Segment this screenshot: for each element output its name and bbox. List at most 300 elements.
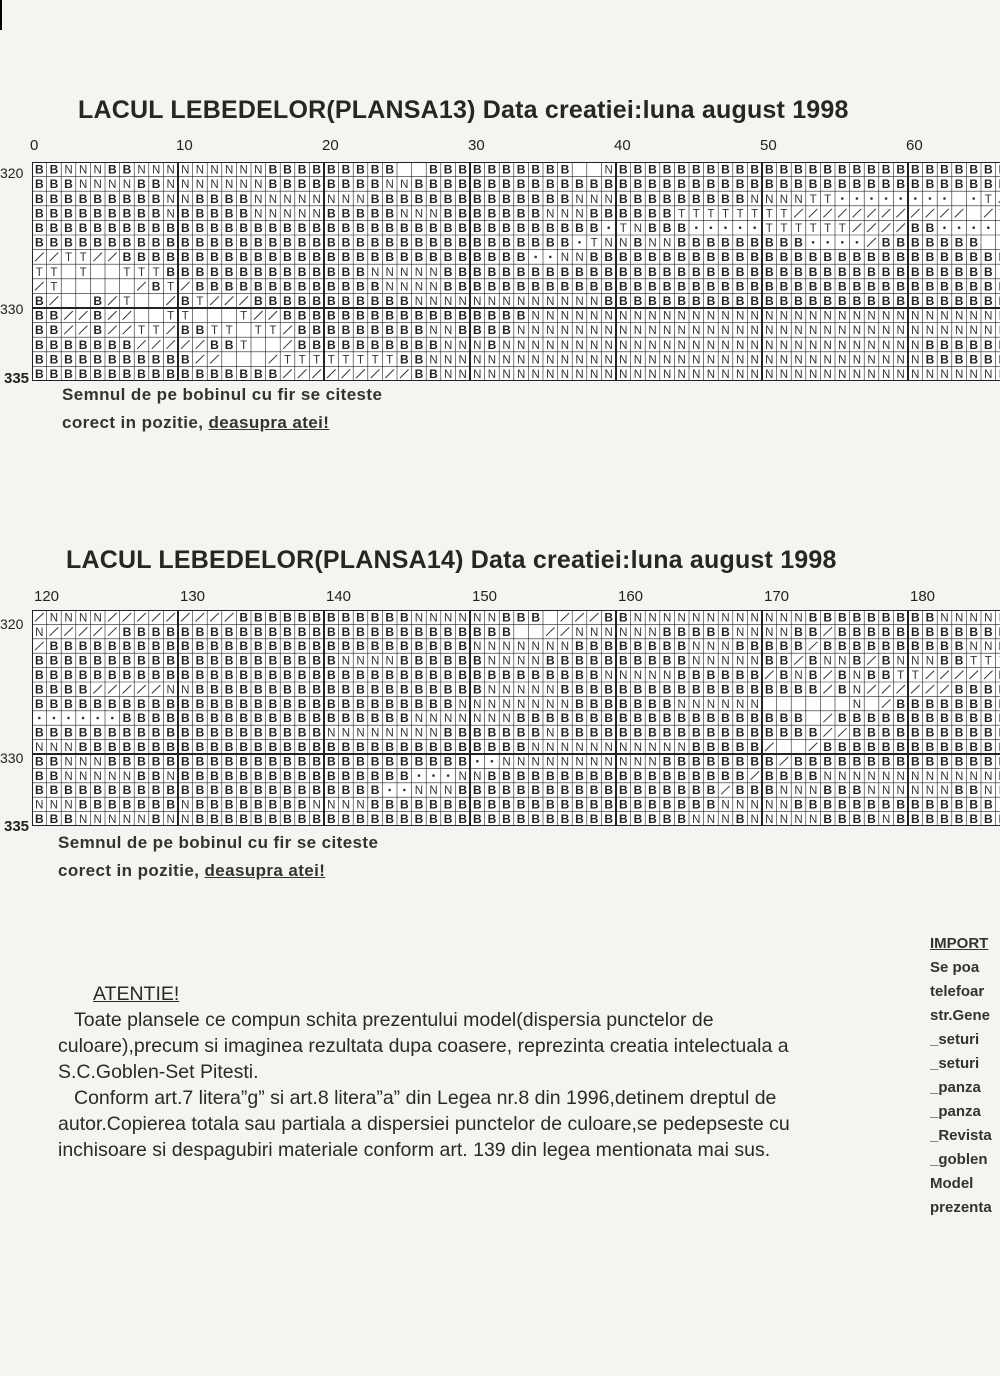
stitch-symbol: N — [385, 179, 394, 192]
stitch-symbol: B — [224, 725, 234, 740]
stitch-symbol: B — [93, 367, 103, 381]
stitch-symbol: B — [589, 725, 599, 740]
stitch-symbol: B — [691, 682, 701, 697]
stitch-symbol: B — [180, 323, 190, 338]
stitch-symbol: B — [487, 191, 497, 206]
stitch-symbol: B — [399, 653, 409, 668]
stitch-symbol — [955, 671, 964, 679]
stitch-symbol: N — [429, 296, 438, 308]
stitch-symbol: B — [925, 250, 935, 265]
stitch-symbol: B — [253, 250, 263, 265]
stitch-symbol: N — [429, 612, 438, 625]
stitch-symbol: B — [429, 367, 438, 381]
stitch-symbol: B — [399, 639, 409, 654]
stitch-symbol: B — [122, 783, 132, 798]
stitch-symbol: B — [356, 235, 365, 250]
stitch-symbol: N — [531, 339, 540, 352]
stitch-symbol: N — [633, 742, 643, 754]
stitch-symbol: B — [195, 323, 205, 338]
stitch-symbol: B — [107, 740, 117, 754]
plate14-col-label: 120 — [34, 588, 60, 605]
stitch-symbol: N — [648, 310, 657, 323]
stitch-symbol: B — [910, 696, 920, 711]
stitch-symbol: B — [283, 711, 292, 726]
stitch-symbol: B — [399, 768, 409, 783]
stitch-symbol: B — [545, 191, 555, 206]
stitch-symbol: N — [560, 354, 570, 367]
stitch-symbol: B — [210, 337, 219, 352]
stitch-symbol: N — [443, 354, 453, 367]
stitch-symbol: N — [648, 670, 657, 682]
stitch-symbol: B — [78, 653, 88, 668]
stitch-symbol: T — [50, 266, 58, 279]
stitch-symbol: B — [662, 624, 672, 639]
stitch-symbol: B — [545, 797, 555, 812]
stitch-symbol: B — [925, 337, 935, 352]
stitch-symbol: B — [370, 797, 380, 812]
stitch-symbol: B — [443, 206, 453, 221]
stitch-symbol: N — [356, 655, 365, 668]
stitch-symbol: B — [443, 668, 453, 682]
stitch-symbol: B — [458, 162, 468, 177]
stitch-symbol: B — [852, 711, 862, 726]
stitch-symbol: B — [239, 768, 249, 783]
stitch-symbol: B — [531, 221, 541, 235]
sidebar-line: prezenta — [930, 1199, 992, 1216]
stitch-symbol: B — [93, 191, 103, 206]
stitch-symbol: B — [954, 725, 964, 740]
stitch-symbol: B — [472, 177, 482, 192]
stitch-symbol: B — [34, 206, 44, 221]
stitch-symbol: B — [867, 177, 876, 192]
stitch-symbol: B — [779, 768, 789, 783]
stitch-symbol — [561, 627, 570, 635]
stitch-symbol: B — [735, 177, 745, 192]
stitch-symbol: N — [692, 310, 701, 323]
stitch-symbol: B — [312, 162, 322, 177]
stitch-symbol: B — [881, 235, 891, 250]
stitch-symbol — [64, 627, 73, 635]
stitch-symbol: B — [151, 711, 161, 726]
stitch-symbol: B — [195, 206, 205, 221]
stitch-symbol: B — [604, 294, 614, 308]
stitch-symbol: B — [589, 221, 599, 235]
stitch-symbol: B — [414, 191, 424, 206]
stitch-symbol: N — [633, 612, 643, 625]
stitch-symbol: B — [648, 250, 657, 265]
stitch-symbol: T — [225, 325, 233, 338]
stitch-symbol: B — [414, 235, 424, 250]
stitch-symbol: B — [969, 725, 979, 740]
stitch-symbol: B — [283, 740, 292, 754]
stitch-symbol: T — [356, 354, 365, 367]
stitch-symbol: B — [940, 235, 949, 250]
stitch-symbol: N — [224, 164, 234, 177]
stitch-symbol: B — [268, 250, 278, 265]
stitch-symbol: B — [589, 812, 599, 826]
stitch-symbol: B — [750, 264, 760, 279]
stitch-symbol: B — [472, 221, 482, 235]
stitch-symbol: B — [283, 308, 292, 323]
stitch-symbol: B — [414, 668, 424, 682]
stitch-symbol: T — [824, 223, 832, 235]
stitch-symbol: N — [516, 296, 526, 308]
stitch-symbol: B — [326, 264, 336, 279]
stitch-symbol: B — [151, 768, 161, 783]
stitch-symbol: N — [531, 369, 540, 381]
stitch-symbol: B — [283, 768, 292, 783]
stitch-symbol: T — [897, 670, 905, 682]
stitch-symbol: N — [765, 339, 774, 352]
stitch-symbol: B — [764, 768, 774, 783]
stitch-symbol: N — [575, 626, 584, 639]
stitch-symbol: B — [837, 754, 847, 769]
stitch-symbol: N — [911, 325, 920, 338]
stitch-symbol: B — [575, 711, 584, 726]
stitch-symbol: B — [487, 624, 497, 639]
stitch-symbol: N — [531, 742, 540, 754]
stitch-symbol: B — [560, 797, 570, 812]
stitch-symbol: B — [326, 711, 336, 726]
stitch-symbol: B — [356, 624, 365, 639]
stitch-symbol: B — [180, 668, 190, 682]
stitch-symbol: B — [312, 768, 322, 783]
stitch-symbol: B — [283, 668, 292, 682]
stitch-symbol: B — [195, 624, 205, 639]
stitch-symbol: B — [122, 367, 132, 381]
stitch-symbol: B — [823, 797, 833, 812]
stitch-symbol: B — [210, 624, 219, 639]
stitch-symbol: B — [224, 768, 234, 783]
stitch-symbol: B — [341, 235, 351, 250]
stitch-symbol: N — [648, 626, 657, 639]
stitch-symbol: B — [370, 740, 380, 754]
stitch-symbol — [400, 369, 409, 378]
stitch-symbol: N — [765, 310, 774, 323]
stitch-symbol: B — [429, 696, 438, 711]
stitch-symbol: N — [750, 339, 759, 352]
stitch-symbol: T — [64, 252, 73, 265]
stitch-symbol: B — [531, 725, 541, 740]
stitch-symbol: B — [356, 323, 365, 338]
stitch-symbol: B — [122, 696, 132, 711]
stitch-symbol: T — [721, 208, 730, 221]
stitch-symbol: N — [93, 612, 102, 625]
stitch-symbol: B — [49, 235, 59, 250]
stitch-symbol — [108, 253, 117, 262]
stitch-symbol: B — [910, 250, 920, 265]
stitch-symbol: N — [575, 369, 584, 381]
stitch-symbol: N — [546, 208, 555, 221]
stitch-symbol: B — [34, 754, 44, 769]
stitch-symbol: B — [151, 191, 161, 206]
stitch-symbol: B — [648, 711, 657, 726]
stitch-symbol: B — [283, 264, 292, 279]
stitch-symbol — [899, 197, 902, 200]
stitch-symbol: B — [385, 206, 395, 221]
stitch-symbol — [809, 209, 818, 218]
stitch-symbol: B — [429, 740, 438, 754]
stitch-symbol: B — [794, 624, 803, 639]
stitch-symbol: N — [181, 164, 190, 177]
stitch-symbol: B — [925, 221, 935, 235]
stitch-symbol: N — [838, 770, 847, 783]
stitch-symbol: B — [414, 754, 424, 769]
stitch-symbol: B — [341, 323, 351, 338]
stitch-symbol — [882, 209, 891, 218]
stitch-symbol: B — [370, 337, 380, 352]
stitch-symbol: B — [93, 696, 103, 711]
stitch-symbol: B — [356, 308, 365, 323]
stitch-symbol — [166, 326, 175, 335]
stitch-symbol: B — [356, 682, 365, 697]
stitch-symbol: N — [940, 310, 949, 323]
stitch-symbol: B — [268, 610, 278, 625]
stitch-symbol: B — [283, 162, 292, 177]
stitch-symbol: N — [896, 339, 905, 352]
stitch-symbol: N — [940, 325, 949, 338]
stitch-symbol: B — [604, 250, 614, 265]
stitch-symbol: B — [414, 740, 424, 754]
stitch-symbol: N — [838, 655, 847, 668]
stitch-symbol: B — [940, 797, 949, 812]
stitch-symbol: B — [925, 725, 935, 740]
stitch-symbol: B — [166, 264, 176, 279]
stitch-symbol: B — [852, 294, 862, 308]
stitch-symbol: B — [399, 235, 409, 250]
stitch-symbol: B — [969, 754, 979, 769]
notice-paragraph-1: Toate plansele ce compun schita prezentului model(dispersia punctelor de culoare),precum si imaginea rezultata dupa coasere, reprezinta creatia intelectuala a S.C.Goblen-Set Pitesti. — [58, 1009, 789, 1083]
stitch-symbol: B — [706, 711, 716, 726]
stitch-symbol: B — [180, 352, 190, 367]
stitch-symbol: B — [969, 162, 979, 177]
plate13-col-label: 50 — [760, 137, 777, 154]
plate14-note-line1: Semnul de pe bobinul cu fir se citeste — [58, 833, 379, 852]
stitch-symbol: B — [910, 279, 920, 294]
stitch-symbol: B — [954, 812, 964, 826]
stitch-symbol: B — [560, 711, 570, 726]
stitch-symbol: B — [239, 221, 249, 235]
stitch-symbol: N — [662, 310, 672, 323]
stitch-symbol: B — [385, 337, 395, 352]
stitch-symbol: B — [239, 711, 249, 726]
stitch-symbol: N — [78, 756, 88, 769]
stitch-symbol: B — [297, 264, 307, 279]
stitch-symbol: B — [852, 177, 862, 192]
stitch-symbol: N — [984, 310, 993, 323]
stitch-symbol: N — [765, 193, 774, 206]
stitch-symbol: B — [750, 235, 760, 250]
stitch-symbol: B — [341, 206, 351, 221]
stitch-symbol: B — [356, 610, 365, 625]
stitch-symbol: N — [852, 698, 862, 711]
stitch-symbol: N — [838, 369, 847, 381]
stitch-symbol: B — [341, 754, 351, 769]
stitch-symbol: B — [575, 725, 584, 740]
stitch-symbol: B — [137, 191, 146, 206]
stitch-symbol: B — [472, 264, 482, 279]
stitch-symbol: N — [721, 339, 730, 352]
stitch-symbol: B — [983, 812, 993, 826]
stitch-symbol: N — [823, 354, 832, 367]
stitch-symbol — [896, 209, 905, 218]
stitch-symbol: B — [297, 783, 307, 798]
stitch-symbol: B — [618, 783, 628, 798]
stitch-symbol: B — [633, 797, 643, 812]
stitch-symbol: B — [312, 624, 322, 639]
stitch-symbol: B — [297, 797, 307, 812]
stitch-symbol: B — [662, 797, 672, 812]
stitch-symbol: B — [385, 294, 395, 308]
stitch-symbol: B — [283, 279, 292, 294]
stitch-symbol: B — [983, 250, 993, 265]
stitch-symbol: B — [896, 610, 906, 625]
stitch-symbol: B — [458, 740, 468, 754]
stitch-symbol: N — [473, 369, 482, 381]
stitch-symbol: T — [240, 339, 248, 352]
stitch-symbol: B — [122, 754, 132, 769]
stitch-symbol: B — [443, 812, 453, 826]
stitch-symbol: N — [721, 354, 730, 367]
stitch-symbol: N — [195, 164, 205, 177]
stitch-symbol: N — [925, 770, 935, 783]
stitch-symbol: N — [779, 799, 789, 812]
stitch-symbol: N — [283, 208, 292, 221]
stitch-symbol: N — [706, 310, 716, 323]
stitch-symbol: B — [443, 177, 453, 192]
stitch-symbol: N — [808, 354, 818, 367]
stitch-symbol: B — [312, 279, 322, 294]
stitch-symbol: B — [633, 162, 643, 177]
stitch-symbol: B — [954, 682, 964, 697]
stitch-symbol: B — [224, 221, 234, 235]
stitch-symbol: N — [735, 310, 745, 323]
stitch-symbol: B — [735, 668, 745, 682]
stitch-symbol: B — [545, 162, 555, 177]
plate13-title: LACUL LEBEDELOR(PLANSA13) Data creatiei:luna august 1998 — [78, 96, 849, 124]
stitch-symbol: B — [370, 221, 380, 235]
stitch-symbol: N — [881, 339, 891, 352]
stitch-symbol: N — [969, 325, 978, 338]
stitch-symbol: B — [954, 754, 964, 769]
stitch-symbol: N — [852, 339, 862, 352]
stitch-symbol: B — [224, 696, 234, 711]
stitch-symbol: N — [137, 814, 146, 826]
stitch-symbol: N — [619, 310, 628, 323]
stitch-symbol: B — [750, 294, 760, 308]
stitch-symbol: B — [516, 264, 526, 279]
stitch-symbol: B — [239, 639, 249, 654]
stitch-symbol: B — [414, 352, 424, 367]
stitch-symbol: B — [560, 812, 570, 826]
stitch-symbol: B — [764, 250, 774, 265]
stitch-symbol: B — [954, 264, 964, 279]
stitch-symbol — [108, 685, 117, 693]
stitch-symbol: B — [385, 639, 395, 654]
stitch-symbol: B — [545, 235, 555, 250]
stitch-symbol: B — [399, 696, 409, 711]
stitch-symbol: B — [881, 250, 891, 265]
stitch-symbol: N — [954, 770, 964, 783]
stitch-symbol — [35, 613, 44, 621]
stitch-symbol: B — [896, 235, 906, 250]
stitch-symbol: N — [78, 612, 88, 625]
stitch-symbol: B — [531, 668, 541, 682]
stitch-symbol — [867, 656, 876, 664]
stitch-symbol — [867, 209, 876, 218]
stitch-symbol: B — [283, 624, 292, 639]
stitch-symbol: N — [823, 369, 832, 381]
stitch-symbol: T — [736, 208, 744, 221]
stitch-symbol: B — [662, 639, 672, 654]
notice-heading: ATENTIE! — [93, 983, 180, 1005]
stitch-symbol: B — [618, 162, 628, 177]
stitch-symbol: B — [925, 177, 935, 192]
stitch-symbol: T — [35, 266, 43, 279]
stitch-symbol — [38, 717, 41, 720]
stitch-symbol: B — [852, 812, 862, 826]
stitch-symbol: N — [677, 354, 686, 367]
stitch-symbol: B — [662, 162, 672, 177]
stitch-symbol: B — [137, 352, 146, 367]
stitch-symbol: B — [443, 162, 453, 177]
stitch-symbol: N — [575, 310, 584, 323]
stitch-symbol: N — [93, 164, 102, 177]
stitch-symbol: B — [779, 264, 789, 279]
stitch-symbol — [79, 311, 88, 320]
stitch-symbol: B — [837, 250, 847, 265]
plate14-row-label-335: 335 — [4, 818, 30, 835]
stitch-symbol: B — [443, 639, 453, 654]
stitch-symbol: N — [765, 354, 774, 367]
stitch-symbol: B — [721, 711, 730, 726]
plate13-col-label: 20 — [322, 137, 339, 154]
stitch-symbol: B — [268, 783, 278, 798]
stitch-symbol: B — [458, 639, 468, 654]
stitch-symbol: N — [589, 742, 599, 754]
stitch-symbol — [724, 226, 727, 229]
stitch-symbol: N — [619, 339, 628, 352]
stitch-symbol: B — [808, 682, 818, 697]
stitch-symbol: B — [721, 294, 730, 308]
stitch-symbol: N — [531, 684, 540, 697]
stitch-symbol: B — [385, 696, 395, 711]
stitch-symbol: N — [546, 296, 555, 308]
stitch-symbol: B — [764, 177, 774, 192]
stitch-symbol: B — [180, 235, 190, 250]
stitch-symbol: N — [750, 626, 759, 639]
stitch-symbol: B — [735, 264, 745, 279]
stitch-symbol — [137, 685, 146, 693]
stitch-symbol: N — [721, 814, 730, 826]
stitch-symbol: B — [925, 812, 935, 826]
stitch-symbol — [137, 282, 146, 291]
stitch-symbol: B — [940, 653, 949, 668]
stitch-symbol: B — [531, 264, 541, 279]
stitch-symbol: N — [589, 325, 599, 338]
stitch-symbol: T — [984, 193, 992, 206]
plate14-row-label-320: 320 — [0, 616, 24, 632]
stitch-symbol: B — [487, 725, 497, 740]
stitch-symbol: B — [633, 250, 643, 265]
stitch-symbol: B — [472, 308, 482, 323]
stitch-symbol: B — [735, 682, 745, 697]
stitch-symbol — [929, 197, 932, 200]
stitch-symbol: B — [472, 206, 482, 221]
stitch-symbol — [403, 789, 406, 792]
stitch-symbol: N — [750, 814, 759, 826]
stitch-symbol: B — [341, 337, 351, 352]
